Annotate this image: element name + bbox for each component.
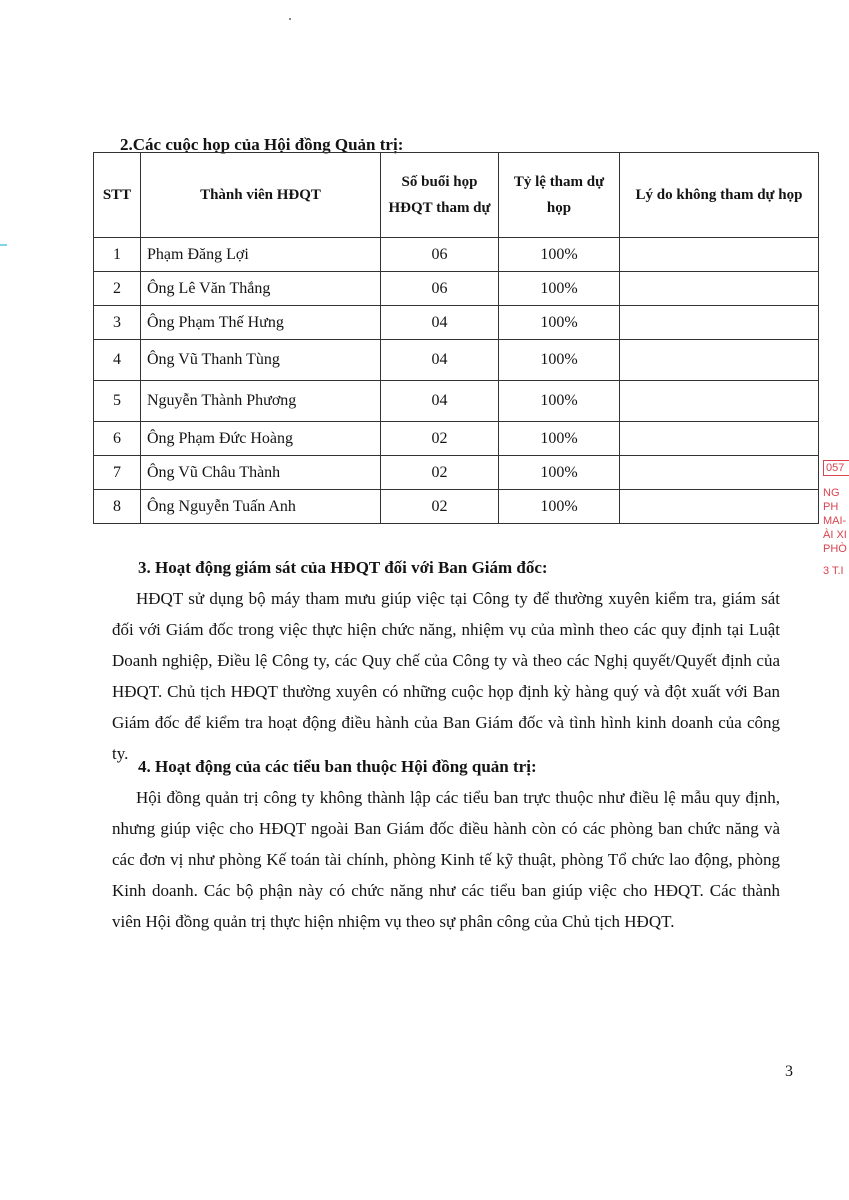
cell-stt: 2 [94,272,141,306]
cell-rate: 100% [499,422,620,456]
cell-reason [620,238,819,272]
cell-reason [620,306,819,340]
red-stamp-fragment [823,460,849,590]
header-rate: Tỷ lệ tham dự họp [499,153,620,238]
cell-rate: 100% [499,456,620,490]
cell-sessions: 04 [381,306,499,340]
cell-reason [620,272,819,306]
cell-member: Nguyễn Thành Phương [141,381,381,422]
cell-stt: 6 [94,422,141,456]
table-row [94,238,819,272]
cell-stt: 7 [94,456,141,490]
cell-rate: 100% [499,490,620,524]
cell-sessions: 04 [381,340,499,381]
cell-rate: 100% [499,340,620,381]
cell-member: Ông Nguyễn Tuấn Anh [141,490,381,524]
scan-speck [289,18,291,20]
section-3-body: HĐQT sử dụng bộ máy tham mưu giúp việc tại Công ty để thường xuyên kiểm tra, giám sát đối với Giám đốc trong việc thực hiện chức năng, nhiệm vụ của mình theo các quy định tại Luật Doanh nghiệp, Điều lệ Công ty, các Quy chế của Công ty và theo các Nghị quyết/Quyết định của HĐQT. Chủ tịch HĐQT thường xuyên có những cuộc họp định kỳ hàng quý và đột xuất với Ban Giám đốc để kiểm tra hoạt động điều hành của Ban Giám đốc và tình hình kinh doanh của công ty. [112,589,780,763]
cell-reason [620,456,819,490]
cell-member: Phạm Đăng Lợi [141,238,381,272]
page-number: 3 [785,1063,793,1080]
table-row [94,381,819,422]
cell-sessions: 06 [381,238,499,272]
header-stt: STT [94,153,141,238]
cell-sessions: 02 [381,422,499,456]
cell-sessions: 02 [381,456,499,490]
scan-edge-mark [0,244,7,246]
cell-rate: 100% [499,238,620,272]
cell-stt: 8 [94,490,141,524]
cell-member: Ông Vũ Thanh Tùng [141,340,381,381]
section-4-title: 4. Hoạt động của các tiểu ban thuộc Hội đồng quản trị: [138,757,537,776]
cell-rate: 100% [499,381,620,422]
table-row [94,272,819,306]
cell-member: Ông Phạm Thế Hưng [141,306,381,340]
table-row [94,340,819,381]
cell-stt: 4 [94,340,141,381]
section-3-title: 3. Hoạt động giám sát của HĐQT đối với Ban Giám đốc: [138,558,548,577]
table-row [94,490,819,524]
stamp-line: NG [823,487,840,499]
cell-reason [620,422,819,456]
cell-sessions: 06 [381,272,499,306]
cell-sessions: 04 [381,381,499,422]
cell-member: Ông Vũ Châu Thành [141,456,381,490]
cell-reason [620,381,819,422]
header-reason: Lý do không tham dự họp [620,153,819,238]
header-sessions: Số buổi họp HĐQT tham dự [381,153,499,238]
table-row [94,422,819,456]
cell-stt: 3 [94,306,141,340]
cell-member: Ông Lê Văn Thắng [141,272,381,306]
stamp-line: ÀI XI [823,529,847,541]
stamp-line: MAI- [823,515,847,527]
cell-member: Ông Phạm Đức Hoàng [141,422,381,456]
table-header-row [94,153,819,238]
table-row [94,306,819,340]
stamp-line: 3 T.I [823,565,844,577]
cell-reason [620,490,819,524]
cell-sessions: 02 [381,490,499,524]
stamp-line: PH [823,501,839,513]
cell-reason [620,340,819,381]
meeting-attendance-table [93,152,819,524]
cell-rate: 100% [499,272,620,306]
section-2-title: 2.Các cuộc họp của Hội đồng Quản trị: [120,135,404,154]
stamp-line: PHÒ [823,543,847,555]
cell-rate: 100% [499,306,620,340]
table-row [94,456,819,490]
cell-stt: 5 [94,381,141,422]
section-4-body: Hội đồng quản trị công ty không thành lập các tiểu ban trực thuộc như điều lệ mẫu quy định, nhưng giúp việc cho HĐQT ngoài Ban Giám đốc điều hành còn có các phòng ban chức năng và các đơn vị như phòng Kế toán tài chính, phòng Kinh tế kỹ thuật, phòng Tổ chức lao động, phòng Kinh doanh. Các bộ phận này có chức năng như các tiểu ban giúp việc cho HĐQT. Các thành viên Hội đồng quản trị thực hiện nhiệm vụ theo sự phân công của Chủ tịch HĐQT. [112,788,780,931]
stamp-line: 057 [823,460,849,476]
cell-stt: 1 [94,238,141,272]
header-member: Thành viên HĐQT [141,153,381,238]
